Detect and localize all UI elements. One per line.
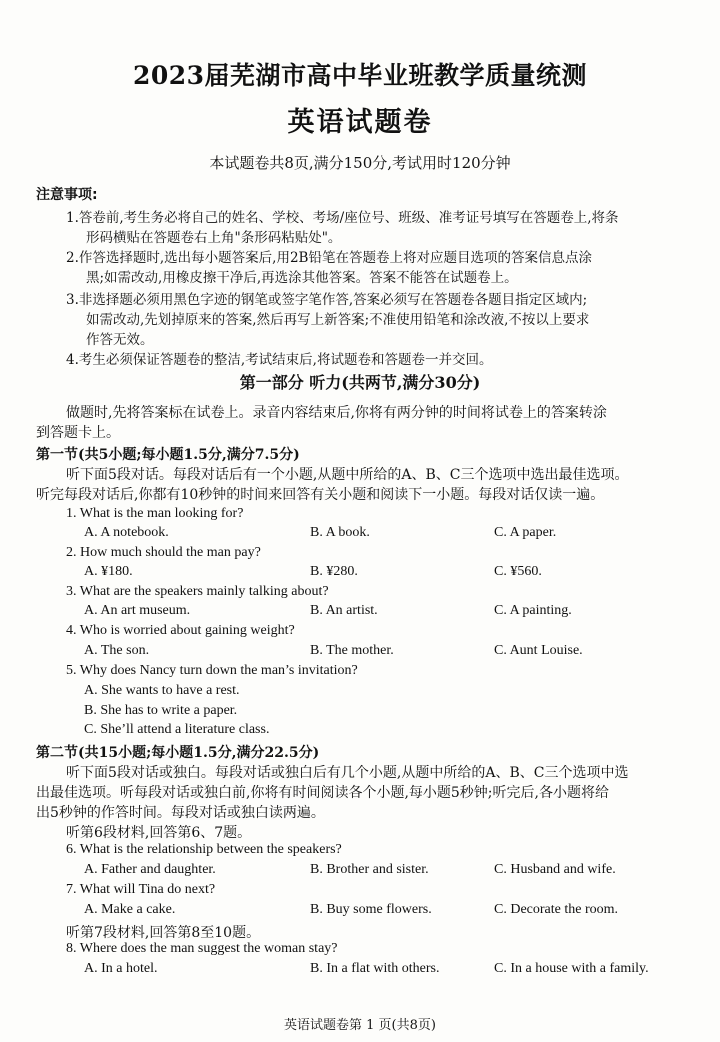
question-8: 8. Where does the man suggest the woman stay?: [66, 941, 338, 956]
option-6b: B. Brother and sister.: [310, 862, 429, 877]
question-2: 2. How much should the man pay?: [66, 545, 261, 560]
option-7a: A. Make a cake.: [84, 902, 176, 917]
note-line: 形码横贴在答题卷右上角"条形码粘贴处"。: [86, 230, 342, 246]
option-4b: B. The mother.: [310, 643, 394, 658]
question-1: 1. What is the man looking for?: [66, 506, 244, 521]
option-5c: C. She’ll attend a literature class.: [84, 722, 270, 737]
option-1b: B. A book.: [310, 525, 370, 540]
note-line: 如需改动,先划掉原来的答案,然后再写上新答案;不准使用铅笔和涂改液,不按以上要求: [86, 312, 590, 328]
part1-intro: 到答题卡上。: [36, 425, 120, 441]
option-7b: B. Buy some flowers.: [310, 902, 432, 917]
option-4a: A. The son.: [84, 643, 150, 658]
question-4: 4. Who is worried about gaining weight?: [66, 623, 295, 638]
material-7-lead: 听第7段材料,回答第8至10题。: [66, 925, 261, 941]
exam-subtitle: 英语试题卷: [287, 107, 433, 138]
option-6a: A. Father and daughter.: [84, 862, 216, 877]
question-7: 7. What will Tina do next?: [66, 882, 216, 897]
option-5a: A. She wants to have a rest.: [84, 683, 240, 698]
note-line: 2.作答选择题时,选出每小题答案后,用2B铅笔在答题卷上将对应题目选项的答案信息点涂: [66, 250, 592, 266]
question-6: 6. What is the relationship between the speakers?: [66, 842, 342, 857]
note-line: 作答无效。: [86, 332, 154, 348]
option-8c: C. In a house with a family.: [494, 961, 649, 976]
note-line: 1.答卷前,考生务必将自己的姓名、学校、考场/座位号、班级、准考证号填写在答题卷上,将条: [66, 210, 619, 226]
section2-intro: 出最佳选项。听每段对话或独白前,你将有时间阅读各个小题,每小题5秒钟;听完后,各小题将给: [36, 785, 609, 801]
option-8b: B. In a flat with others.: [310, 961, 440, 976]
question-3: 3. What are the speakers mainly talking about?: [66, 584, 329, 599]
part1-intro: 做题时,先将答案标在试卷上。录音内容结束后,你将有两分钟的时间将试卷上的答案转涂: [66, 405, 607, 421]
option-1c: C. A paper.: [494, 525, 557, 540]
option-3c: C. A painting.: [494, 603, 572, 618]
exam-title: 2023届芜湖市高中毕业班教学质量统测: [132, 61, 588, 90]
option-2a: A. ¥180.: [84, 564, 133, 579]
part1-title: 第一部分 听力(共两节,满分30分): [239, 373, 481, 392]
option-2c: C. ¥560.: [494, 564, 542, 579]
page-footer: 英语试题卷第 1 页(共8页): [284, 1018, 436, 1033]
question-5: 5. Why does Nancy turn down the man’s invitation?: [66, 663, 358, 678]
section1-heading: 第一节(共5小题;每小题1.5分,满分7.5分): [36, 447, 300, 463]
option-2b: B. ¥280.: [310, 564, 358, 579]
section2-intro: 出5秒钟的作答时间。每段对话或独白读两遍。: [36, 805, 325, 821]
option-7c: C. Decorate the room.: [494, 902, 619, 917]
section1-intro: 听完每段对话后,你都有10秒钟的时间来回答有关小题和阅读下一小题。每段对话仅读一遍。: [36, 487, 605, 503]
section2-heading: 第二节(共15小题;每小题1.5分,满分22.5分): [36, 745, 320, 761]
notes-heading: 注意事项:: [36, 187, 98, 203]
option-5b: B. She has to write a paper.: [84, 703, 238, 718]
section1-intro: 听下面5段对话。每段对话后有一个小题,从题中所给的A、B、C三个选项中选出最佳选项。: [66, 467, 629, 483]
option-3a: A. An art museum.: [84, 603, 191, 618]
section2-intro: 听下面5段对话或独白。每段对话或独白后有几个小题,从题中所给的A、B、C三个选项中选: [66, 765, 629, 781]
option-8a: A. In a hotel.: [84, 961, 158, 976]
note-line: 3.非选择题必须用黑色字迹的钢笔或签字笔作答,答案必须写在答题卷各题目指定区域内;: [66, 292, 588, 308]
note-line: 黑;如需改动,用橡皮擦干净后,再选涂其他答案。答案不能答在试题卷上。: [86, 270, 518, 286]
exam-info: 本试题卷共8页,满分150分,考试用时120分钟: [209, 154, 511, 172]
material-6-lead: 听第6段材料,回答第6、7题。: [66, 825, 252, 841]
option-4c: C. Aunt Louise.: [494, 643, 583, 658]
option-1a: A. A notebook.: [84, 525, 169, 540]
note-line: 4.考生必须保证答题卷的整洁,考试结束后,将试题卷和答题卷一并交回。: [66, 352, 493, 368]
option-3b: B. An artist.: [310, 603, 378, 618]
option-6c: C. Husband and wife.: [494, 862, 616, 877]
